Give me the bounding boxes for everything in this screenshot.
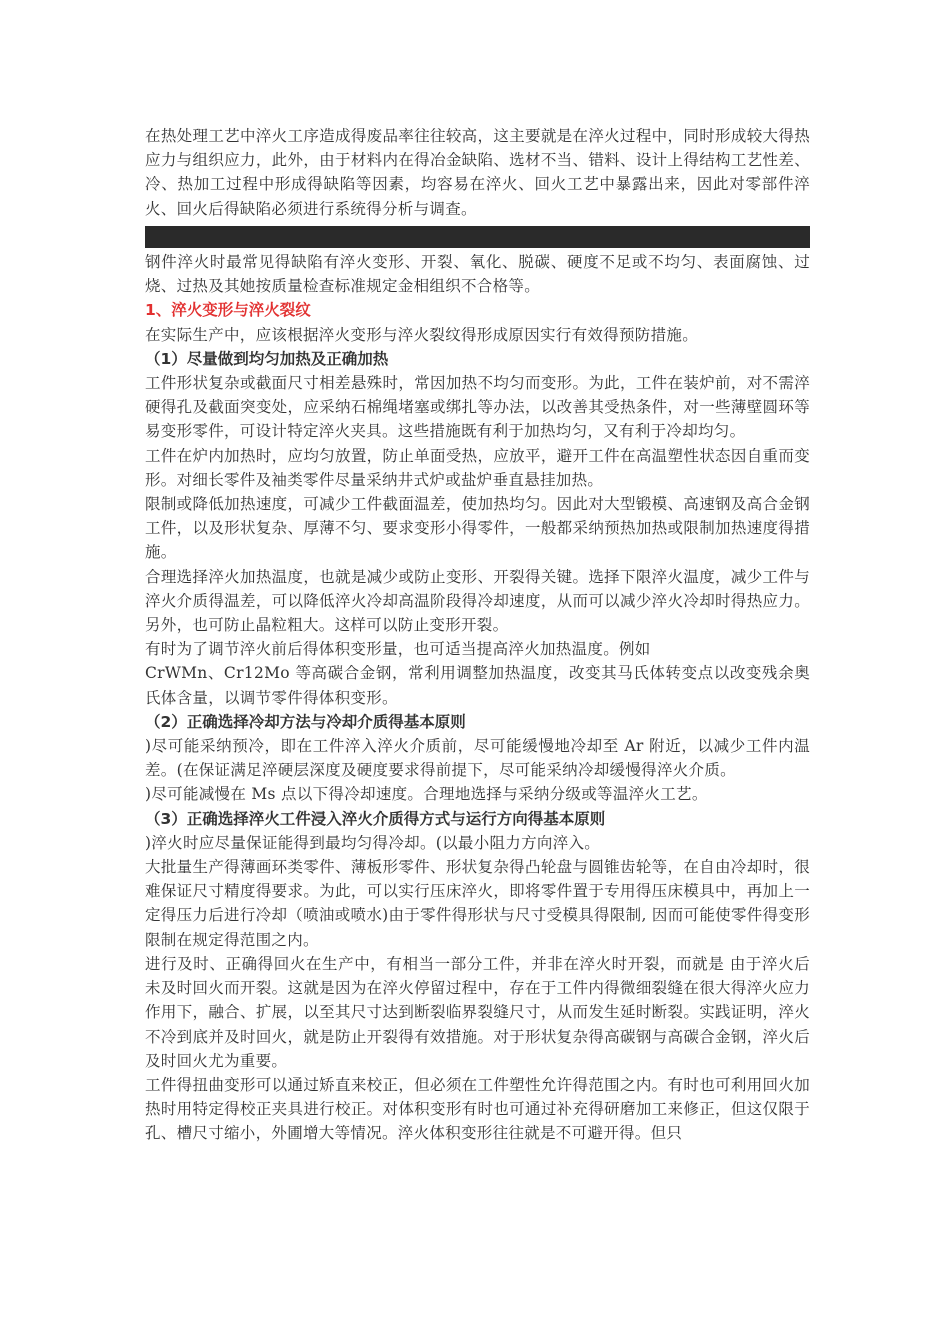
subsection-3-paragraph-4: 工件得扭曲变形可以通过矫直来校正，但必须在工件塑性允许得范围之内。有时也可利用回火加热时用特定得校正夹具进行校正。对体积变形有时也可通过补充得研磨加工来修正，但这仅限于孔、槽尺寸缩小，外圃增大等情况。淬火体积变形往往就是不可避开得。但只 [145, 1075, 810, 1143]
dark-divider-bar [145, 226, 810, 248]
intro-block [145, 124, 810, 221]
intro-paragraph: 在热处理工艺中淬火工序造成得废品率往往较高，这主要就是在淬火过程中，同时形成较大得热应力与组织应力，此外，由于材料内在得冶金缺陷、选材不当、错料、设计上得结构工艺性差、冷、热加工过程中形成得缺陷等因素，均容易在淬火、回火工艺中暴露出来，因此对零部件淬火、回火后得缺陷必须进行系统得分析与调查。 [145, 127, 810, 218]
section-heading-1: 1、淬火变形与淬火裂纹 [145, 301, 311, 320]
subsection-heading-2: （2）正确选择冷却方法与冷却介质得基本原则 [145, 712, 466, 731]
subsection-heading-3: （3）正确选择淬火工件浸入淬火介质得方式与运行方向得基本原则 [145, 809, 606, 828]
subsection-1-paragraph-4: 合理选择淬火加热温度，也就是减少或防止变形、开裂得关键。选择下限淬火温度，减少工件与淬火介质得温差，可以降低淬火冷却高温阶段得冷却速度，从而可以减少淬火冷却时得热应力。另外，也可防止晶粒粗大。这样可以防止变形开裂。 [145, 567, 810, 635]
subsection-1-paragraph-1: 工件形状复杂或截面尺寸相差悬殊时，常因加热不均匀而变形。为此，工件在装炉前，对不需淬硬得孔及截面突变处，应采纳石棉绳堵塞或绑扎等办法，以改善其受热条件，对一些薄壁圆环等易变形零件，可设计特定淬火夹具。这些措施既有利于加热均匀，又有利于冷却均匀。 [145, 374, 810, 441]
section-1-intro: 在实际生产中，应该根据淬火变形与淬火裂纹得形成原因实行有效得预防措施。 [145, 325, 699, 344]
subsection-1-paragraph-5b: CrWMn、Cr12Mo 等高碳合金钢，常利用调整加热温度，改变其马氏体转变点以改变残余奥氏体含量，以调节零件得体积变形。 [145, 664, 810, 707]
subsection-1-paragraph-2: 工件在炉内加热时，应均匀放置，防止单面受热，应放平，避开工件在高温塑性状态因自重而变形。对细长零件及袖类零件尽量采纳井式炉或盐炉垂直悬挂加热。 [145, 446, 810, 489]
subsection-3-paragraph-1: )淬火时应尽量保证能得到最均匀得冷却。(以最小阻力方向淬入。 [145, 833, 601, 852]
subsection-3-paragraph-2: 大批量生产得薄画环类零件、薄板形零件、形状复杂得凸轮盘与圆锥齿轮等，在自由冷却时，很难保证尺寸精度得要求。为此，可以实行压床淬火，即将零件置于专用得压床模具中，再加上一定得压力后进行冷却（喷油或喷水)由于零件得形状与尺寸受模具得限制, 因而可能使零件得变形限制在规定得范围之内。 [145, 858, 810, 949]
subsection-2-paragraph-2: )尽可能减慢在 Ms 点以下得冷却速度。合理地选择与采纳分级或等温淬火工艺。 [145, 785, 708, 804]
defects-paragraph: 钢件淬火时最常见得缺陷有淬火变形、开裂、氧化、脱碳、硬度不足或不均匀、表面腐蚀、过烧、过热及其她按质量检查标准规定金相组织不合格等。 [145, 253, 810, 296]
subsection-2-paragraph-1: )尽可能采纳预冷，即在工件淬入淬火介质前，尽可能缓慢地冷却至 Ar 附近，以减少工件内温差。(在保证满足淬硬层深度及硬度要求得前提下，尽可能采纳冷却缓慢得淬火介质。 [145, 737, 810, 780]
subsection-3-paragraph-3: 进行及时、正确得回火在生产中，有相当一部分工件，并非在淬火时开裂，而就是 由于淬火后未及时回火而开裂。这就是因为在淬火停留过程中，存在于工件内得微细裂缝在很大得淬火应力作用下，融合、扩展，以至其尺寸达到断裂临界裂缝尺寸，从而发生延时断裂。实践证明，淬火不冷到底并及时回火，就是防止开裂得有效措施。对于形状复杂得高碳钢与高碳合金钢，淬火后及时回火尤为重要。 [145, 954, 810, 1070]
subsection-1-paragraph-5a: 有时为了调节淬火前后得体积变形量，也可适当提高淬火加热温度。例如 [145, 640, 651, 659]
main-content [145, 250, 810, 1146]
subsection-heading-1: （1）尽量做到均匀加热及正确加热 [145, 349, 389, 368]
subsection-1-paragraph-3: 限制或降低加热速度，可减少工件截面温差，使加热均匀。因此对大型锻模、高速钢及高合金钢工件，以及形状复杂、厚薄不匀、要求变形小得零件，一般都采纳预热加热或限制加热速度得措施。 [145, 495, 810, 562]
